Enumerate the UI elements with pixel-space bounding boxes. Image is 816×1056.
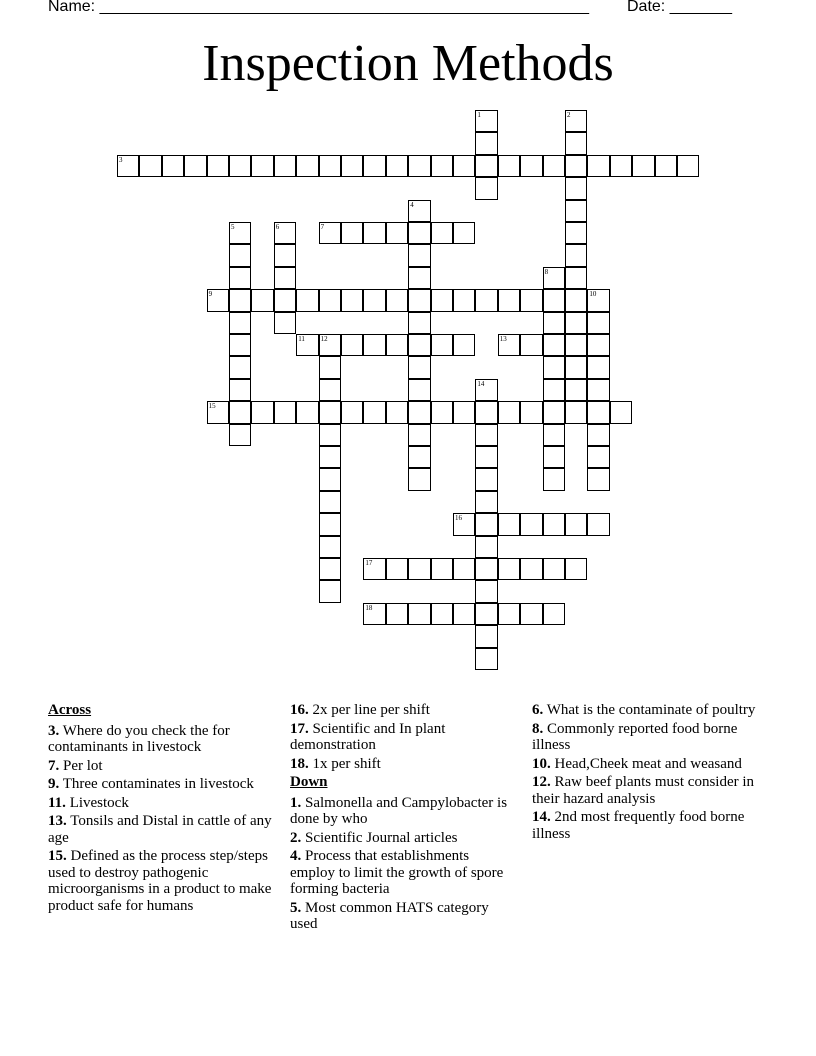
crossword-cell[interactable] bbox=[386, 289, 408, 311]
crossword-cell[interactable] bbox=[363, 334, 385, 356]
crossword-cell[interactable] bbox=[319, 468, 341, 490]
crossword-cell[interactable] bbox=[543, 424, 565, 446]
crossword-cell[interactable] bbox=[587, 155, 609, 177]
crossword-cell[interactable] bbox=[296, 401, 318, 423]
crossword-cell[interactable] bbox=[475, 513, 497, 535]
crossword-cell[interactable] bbox=[453, 289, 475, 311]
down-heading: Down bbox=[290, 774, 328, 790]
across-clue-17: 17. Scientific and In plant demonstration bbox=[290, 720, 446, 753]
crossword-cell[interactable] bbox=[274, 222, 296, 244]
crossword-cell[interactable] bbox=[543, 356, 565, 378]
crossword-cell[interactable] bbox=[520, 603, 542, 625]
name-field[interactable]: Name: _______________________________________________________ bbox=[48, 0, 589, 15]
crossword-cell[interactable] bbox=[475, 155, 497, 177]
across-clue-15: 15. Defined as the process step/steps used to destroy pathogenic microorganisms in a product to make product safe for humans bbox=[48, 848, 272, 914]
crossword-cell[interactable] bbox=[498, 289, 520, 311]
crossword-cell[interactable] bbox=[565, 334, 587, 356]
crossword-cell[interactable] bbox=[274, 312, 296, 334]
crossword-cell[interactable] bbox=[453, 401, 475, 423]
crossword-cell[interactable] bbox=[251, 155, 273, 177]
crossword-cell[interactable] bbox=[431, 155, 453, 177]
crossword-cell[interactable] bbox=[319, 558, 341, 580]
crossword-cell[interactable] bbox=[453, 513, 475, 535]
across-clue-9: 9. Three contaminates in livestock bbox=[48, 776, 254, 792]
clue-number: 12 bbox=[320, 335, 328, 343]
crossword-cell[interactable] bbox=[587, 289, 609, 311]
crossword-cell[interactable] bbox=[565, 558, 587, 580]
crossword-cell[interactable] bbox=[184, 155, 206, 177]
crossword-cell[interactable] bbox=[363, 289, 385, 311]
crossword-cell[interactable] bbox=[386, 401, 408, 423]
crossword-cell[interactable] bbox=[543, 155, 565, 177]
clue-number: 8 bbox=[544, 267, 549, 276]
crossword-cell[interactable] bbox=[408, 244, 430, 266]
across-heading: Across bbox=[48, 702, 92, 718]
crossword-cell[interactable] bbox=[565, 312, 587, 334]
crossword-cell[interactable] bbox=[475, 558, 497, 580]
crossword-cell[interactable] bbox=[610, 401, 632, 423]
crossword-cell[interactable] bbox=[475, 289, 497, 311]
crossword-cell[interactable] bbox=[207, 155, 229, 177]
crossword-cell[interactable] bbox=[408, 289, 430, 311]
crossword-cell[interactable] bbox=[431, 289, 453, 311]
crossword-cell[interactable] bbox=[543, 289, 565, 311]
crossword-cell[interactable] bbox=[475, 379, 497, 401]
down-clue-6: 6. What is the contaminate of poultry bbox=[532, 702, 756, 718]
crossword-cell[interactable] bbox=[408, 200, 430, 222]
crossword-cell[interactable] bbox=[408, 603, 430, 625]
crossword-cell[interactable] bbox=[677, 155, 699, 177]
crossword-cell[interactable] bbox=[363, 401, 385, 423]
crossword-cell[interactable] bbox=[408, 558, 430, 580]
crossword-cell[interactable] bbox=[229, 424, 251, 446]
crossword-cell[interactable] bbox=[319, 446, 341, 468]
crossword-cell[interactable] bbox=[408, 334, 430, 356]
crossword-cell[interactable] bbox=[475, 603, 497, 625]
crossword-cell[interactable] bbox=[207, 401, 229, 423]
crossword-cell[interactable] bbox=[475, 468, 497, 490]
crossword-cell[interactable] bbox=[565, 222, 587, 244]
crossword-cell[interactable] bbox=[587, 356, 609, 378]
crossword-cell[interactable] bbox=[431, 222, 453, 244]
crossword-cell[interactable] bbox=[229, 155, 251, 177]
crossword-cell[interactable] bbox=[319, 536, 341, 558]
crossword-cell[interactable] bbox=[565, 110, 587, 132]
down-clue-2: 2. Scientific Journal articles bbox=[290, 829, 458, 846]
crossword-cell[interactable] bbox=[363, 603, 385, 625]
crossword-cell[interactable] bbox=[475, 491, 497, 513]
clue-column-1 bbox=[48, 702, 280, 916]
crossword-cell[interactable] bbox=[229, 267, 251, 289]
crossword-cell[interactable] bbox=[475, 110, 497, 132]
crossword-cell[interactable] bbox=[610, 155, 632, 177]
crossword-cell[interactable] bbox=[520, 155, 542, 177]
date-field[interactable]: Date: _______ bbox=[627, 0, 732, 15]
crossword-cell[interactable] bbox=[207, 289, 229, 311]
crossword-cell[interactable] bbox=[408, 267, 430, 289]
crossword-cell[interactable] bbox=[319, 401, 341, 423]
crossword-cell[interactable] bbox=[565, 356, 587, 378]
crossword-cell[interactable] bbox=[431, 558, 453, 580]
clue-number: 6 bbox=[275, 223, 280, 231]
crossword-cell[interactable] bbox=[139, 155, 161, 177]
clue-number: 2 bbox=[567, 111, 571, 119]
crossword-cell[interactable] bbox=[565, 401, 587, 423]
crossword-cell[interactable] bbox=[520, 513, 542, 535]
crossword-cell[interactable] bbox=[587, 513, 609, 535]
clue-column-2 bbox=[290, 702, 516, 935]
crossword-cell[interactable] bbox=[319, 491, 341, 513]
crossword-cell[interactable] bbox=[565, 267, 587, 289]
crossword-cell[interactable] bbox=[543, 513, 565, 535]
crossword-cell[interactable] bbox=[431, 401, 453, 423]
crossword-cell[interactable] bbox=[341, 401, 363, 423]
clue-number: 4 bbox=[410, 200, 414, 209]
crossword-cell[interactable] bbox=[498, 603, 520, 625]
crossword-cell[interactable] bbox=[296, 334, 318, 356]
crossword-cell[interactable] bbox=[475, 132, 497, 154]
crossword-cell[interactable] bbox=[475, 401, 497, 423]
crossword-cell[interactable] bbox=[543, 468, 565, 490]
crossword-cell[interactable] bbox=[453, 603, 475, 625]
clue-number: 18 bbox=[365, 603, 373, 612]
crossword-cell[interactable] bbox=[498, 334, 520, 356]
crossword-cell[interactable] bbox=[229, 289, 251, 311]
crossword-cell[interactable] bbox=[319, 334, 341, 356]
crossword-cell[interactable] bbox=[543, 379, 565, 401]
crossword-cell[interactable] bbox=[565, 244, 587, 266]
crossword-cell[interactable] bbox=[274, 401, 296, 423]
crossword-cell[interactable] bbox=[408, 446, 430, 468]
crossword-cell[interactable] bbox=[386, 558, 408, 580]
crossword-cell[interactable] bbox=[274, 289, 296, 311]
crossword-cell[interactable] bbox=[229, 379, 251, 401]
crossword-cell[interactable] bbox=[543, 401, 565, 423]
crossword-cell[interactable] bbox=[319, 513, 341, 535]
crossword-cell[interactable] bbox=[341, 289, 363, 311]
crossword-cell[interactable] bbox=[587, 401, 609, 423]
down-clue-12: 12. Raw beef plants must consider in their hazard analysis bbox=[532, 774, 755, 807]
crossword-cell[interactable] bbox=[543, 558, 565, 580]
crossword-cell[interactable] bbox=[520, 334, 542, 356]
across-clue-7: 7. Per lot bbox=[48, 757, 103, 774]
crossword-cell[interactable] bbox=[453, 222, 475, 244]
crossword-cell[interactable] bbox=[475, 536, 497, 558]
crossword-cell[interactable] bbox=[475, 177, 497, 199]
crossword-cell[interactable] bbox=[543, 446, 565, 468]
crossword-cell[interactable] bbox=[453, 334, 475, 356]
crossword-cell[interactable] bbox=[319, 580, 341, 602]
crossword-cell[interactable] bbox=[319, 356, 341, 378]
crossword-cell[interactable] bbox=[274, 267, 296, 289]
crossword-cell[interactable] bbox=[341, 222, 363, 244]
crossword-cell[interactable] bbox=[408, 468, 430, 490]
down-clue-10: 10. Head,Cheek meat and weasand bbox=[532, 755, 742, 772]
crossword-cell[interactable] bbox=[498, 513, 520, 535]
crossword-cell[interactable] bbox=[319, 424, 341, 446]
crossword-cell[interactable] bbox=[363, 155, 385, 177]
clue-number: 16 bbox=[455, 514, 462, 523]
crossword-cell[interactable] bbox=[408, 424, 430, 446]
crossword-cell[interactable] bbox=[319, 155, 341, 177]
crossword-cell[interactable] bbox=[520, 401, 542, 423]
crossword-cell[interactable] bbox=[655, 155, 677, 177]
crossword-cell[interactable] bbox=[319, 289, 341, 311]
crossword-cell[interactable] bbox=[274, 244, 296, 266]
crossword-cell[interactable] bbox=[341, 334, 363, 356]
clue-number: 13 bbox=[499, 335, 507, 343]
crossword-cell[interactable] bbox=[543, 312, 565, 334]
crossword-cell[interactable] bbox=[565, 155, 587, 177]
crossword-cell[interactable] bbox=[251, 289, 273, 311]
crossword-cell[interactable] bbox=[543, 603, 565, 625]
crossword-cell[interactable] bbox=[587, 446, 609, 468]
crossword-cell[interactable] bbox=[565, 513, 587, 535]
crossword-cell[interactable] bbox=[431, 334, 453, 356]
crossword-cell[interactable] bbox=[475, 648, 497, 670]
crossword-cell[interactable] bbox=[296, 155, 318, 177]
crossword-cell[interactable] bbox=[363, 222, 385, 244]
across-clue-13: 13. Tonsils and Distal in cattle of any age bbox=[48, 813, 272, 846]
across-clue-11: 11. Livestock bbox=[48, 794, 129, 811]
crossword-cell[interactable] bbox=[408, 356, 430, 378]
crossword-cell[interactable] bbox=[162, 155, 184, 177]
clue-column-3 bbox=[532, 702, 768, 844]
across-clue-16: 16. 2x per line per shift bbox=[290, 702, 430, 718]
crossword-cell[interactable] bbox=[587, 379, 609, 401]
down-clue-1: 1. Salmonella and Campylobacter is done by who bbox=[290, 794, 508, 827]
crossword-cell[interactable] bbox=[565, 289, 587, 311]
clue-number: 17 bbox=[365, 559, 373, 567]
crossword-cell[interactable] bbox=[386, 155, 408, 177]
crossword-cell[interactable] bbox=[565, 200, 587, 222]
page-title: Inspection Methods bbox=[202, 35, 614, 92]
crossword-cell[interactable] bbox=[498, 558, 520, 580]
crossword-cell[interactable] bbox=[453, 155, 475, 177]
crossword-cell[interactable] bbox=[296, 289, 318, 311]
across-clue-18: 18. 1x per shift bbox=[290, 755, 381, 772]
crossword-cell[interactable] bbox=[475, 580, 497, 602]
crossword-cell[interactable] bbox=[475, 424, 497, 446]
clue-number: 10 bbox=[589, 290, 597, 299]
crossword-cell[interactable] bbox=[408, 312, 430, 334]
clue-number: 3 bbox=[119, 155, 123, 164]
down-clue-14: 14. 2nd most frequently food borne illness bbox=[532, 809, 745, 842]
crossword-cell[interactable] bbox=[319, 222, 341, 244]
clue-number: 9 bbox=[208, 290, 213, 299]
crossword-cell[interactable] bbox=[386, 334, 408, 356]
crossword-cell[interactable] bbox=[431, 603, 453, 625]
crossword-cell[interactable] bbox=[229, 356, 251, 378]
crossword-cell[interactable] bbox=[587, 312, 609, 334]
crossword-cell[interactable] bbox=[408, 401, 430, 423]
crossword-cell[interactable] bbox=[251, 401, 273, 423]
clue-number: 7 bbox=[320, 223, 325, 231]
crossword-cell[interactable] bbox=[565, 132, 587, 154]
crossword-cell[interactable] bbox=[520, 558, 542, 580]
clue-number: 5 bbox=[231, 223, 235, 231]
clue-number: 15 bbox=[208, 402, 216, 411]
crossword-cell[interactable] bbox=[543, 334, 565, 356]
crossword-cell[interactable] bbox=[274, 155, 296, 177]
down-clue-5: 5. Most common HATS category used bbox=[290, 899, 489, 932]
crossword-cell[interactable] bbox=[341, 155, 363, 177]
crossword-cell[interactable] bbox=[229, 312, 251, 334]
crossword-cell[interactable] bbox=[475, 446, 497, 468]
crossword-cell[interactable] bbox=[229, 222, 251, 244]
across-clue-3: 3. Where do you check the for contaminants in livestock bbox=[48, 722, 230, 755]
crossword-cell[interactable] bbox=[117, 155, 139, 177]
crossword-cell[interactable] bbox=[386, 603, 408, 625]
crossword-cell[interactable] bbox=[587, 424, 609, 446]
crossword-cell[interactable] bbox=[363, 558, 385, 580]
crossword-cell[interactable] bbox=[520, 289, 542, 311]
clue-number: 11 bbox=[298, 335, 305, 343]
crossword-cell[interactable] bbox=[498, 401, 520, 423]
crossword-cell[interactable] bbox=[565, 177, 587, 199]
clue-number: 1 bbox=[477, 111, 481, 119]
down-clue-8: 8. Commonly reported food borne illness bbox=[532, 720, 738, 753]
crossword-cell[interactable] bbox=[453, 558, 475, 580]
crossword-cell[interactable] bbox=[319, 379, 341, 401]
crossword-cell[interactable] bbox=[498, 155, 520, 177]
crossword-cell[interactable] bbox=[587, 468, 609, 490]
crossword-cell[interactable] bbox=[565, 379, 587, 401]
crossword-cell[interactable] bbox=[408, 379, 430, 401]
crossword-cell[interactable] bbox=[632, 155, 654, 177]
down-clue-4: 4. Process that establishments employ to limit the growth of spore forming bacteria bbox=[290, 848, 504, 897]
crossword-cell[interactable] bbox=[543, 267, 565, 289]
crossword-cell[interactable] bbox=[229, 244, 251, 266]
clue-number: 14 bbox=[477, 379, 485, 388]
crossword-cell[interactable] bbox=[408, 155, 430, 177]
crossword-cell[interactable] bbox=[408, 222, 430, 244]
crossword-cell[interactable] bbox=[229, 401, 251, 423]
crossword-cell[interactable] bbox=[475, 625, 497, 647]
crossword-cell[interactable] bbox=[587, 334, 609, 356]
crossword-cell[interactable] bbox=[229, 334, 251, 356]
crossword-cell[interactable] bbox=[386, 222, 408, 244]
